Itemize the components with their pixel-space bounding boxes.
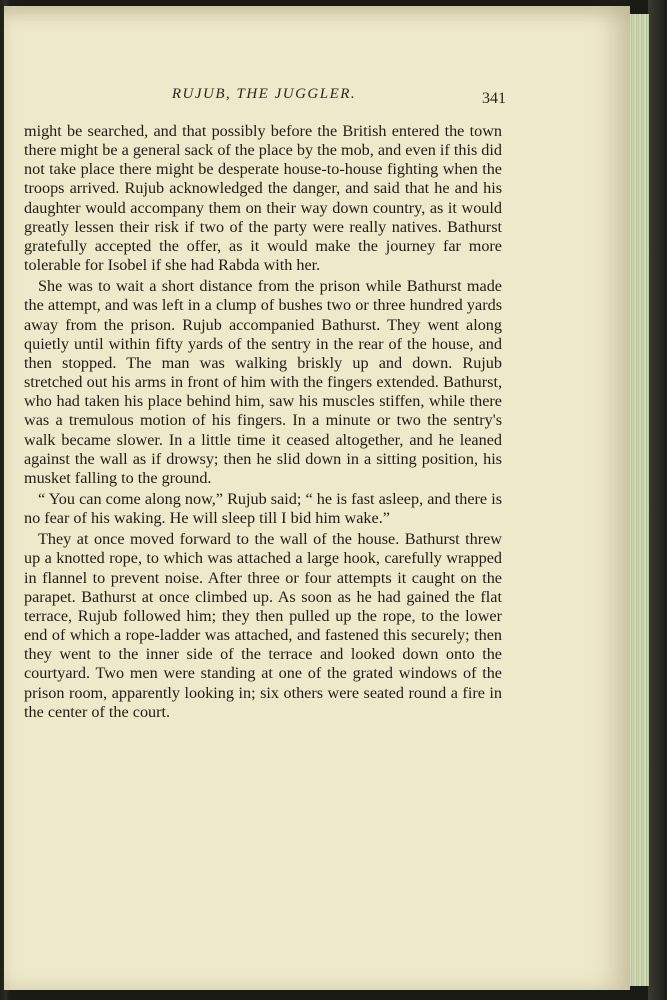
page-number: 341 bbox=[482, 90, 506, 107]
page-header bbox=[4, 86, 630, 110]
paragraph: They at once moved forward to the wall of the house. Bathurst threw up a knotted rope, to which was attached a large hook, carefully wrapped in flannel to prevent noise. After three or four attempts it caught on the parapet. Bathurst at once climbed up. As soon as he had gained the flat terrace, Rujub followed him; they then pulled up the rope, to the lower end of which a rope-ladder was attached, and fastened this securely; then they went to the inner side of the terrace and looked down onto the courtyard. Two men were standing at one of the grated windows of the prison room, apparently looking in; six others were seated round a fire in the center of the court. bbox=[24, 530, 502, 721]
book-cover-edge bbox=[648, 0, 667, 1000]
paragraph: “ You can come along now,” Rujub said; “ he is fast asleep, and there is no fear of his waking. He will sleep till I bid him wake.” bbox=[24, 489, 502, 528]
paragraph: She was to wait a short distance from the prison while Bathurst made the attempt, and was left in a clump of bushes two or three hundred yards away from the prison. Rujub accompanied Bathurst. They went along quietly until within fifty yards of the sentry in the rear of the house, and then stopped. The man was walking briskly up and down. Rujub stretched out his arms in front of him with the fingers extended. Bathurst, who had taken his place behind him, saw his muscles stiffen, while there was a tremulous motion of his fingers. In a minute or two the sentry's walk became slower. In a little time it ceased altogether, and he leaned against the wall as if drowsy; then he slid down in a sitting position, his musket falling to the ground. bbox=[24, 277, 502, 487]
book-page bbox=[4, 6, 630, 990]
running-title: RUJUB, THE JUGGLER. bbox=[171, 86, 357, 102]
body-text bbox=[24, 122, 502, 722]
paragraph: might be searched, and that possibly before the British entered the town there might be a general sack of the place by the mob, and even if this did not take place there might be desperate house-to-house fighting when the troops arrived. Rujub acknowledged the danger, and said that he and his daughter would accompany them on their way down country, as it would greatly lessen their risk if two of the party were really natives. Bathurst gratefully accepted the offer, as it would make the journey far more tolerable for Isobel if she had Rabda with her. bbox=[24, 122, 502, 275]
